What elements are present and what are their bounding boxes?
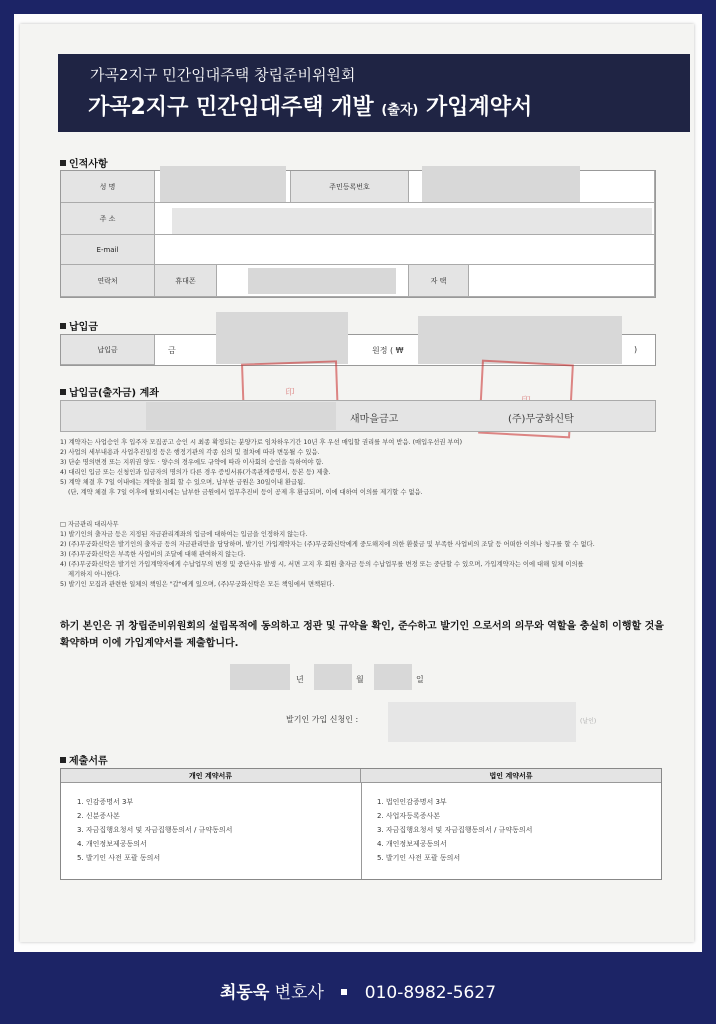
- list-item: 3. 자금집행요청서 및 자금집행동의서 / 규약동의서: [77, 826, 233, 834]
- bank-name: 새마을금고: [350, 414, 399, 425]
- section-account-title: 납입금(출자금) 계좌: [60, 384, 159, 399]
- lawyer-name: 최동욱: [219, 983, 270, 1003]
- note-item: 2) (주)무궁화신탁은 발기인의 출자금 등의 자금관리만을 담당하며, 발기인 가입계약자는 (주)무궁화신탁에게 중도해지에 의한 환불금 및 부족한 사업비의 조달 등 어떠한 이의나 청구를 할 수 없다.: [60, 541, 595, 548]
- list-item: 5. 발기인 사전 포괄 동의서: [77, 854, 161, 862]
- year-redaction: [230, 664, 290, 690]
- list-item: 4. 개인정보제공동의서: [77, 840, 147, 848]
- fund-notes-title: □ 자금관리 대리사무: [60, 521, 119, 528]
- account-holder: (주)무궁화신탁: [508, 414, 574, 425]
- individual-docs-header: 개인 계약서류: [61, 769, 361, 783]
- mobile-redaction: [248, 268, 396, 294]
- amount-won: 원정 ( ₩: [372, 346, 404, 355]
- terms-notes: [60, 438, 462, 498]
- amount-prefix: 금: [168, 346, 176, 355]
- list-item: 3. 자금집행요청서 및 자금집행동의서 / 규약동의서: [377, 826, 533, 834]
- contact-label: 연락처: [61, 265, 155, 297]
- date-year-label: 년: [296, 675, 304, 684]
- note-item: 제기하지 아니한다.: [68, 571, 121, 578]
- corporate-docs-header: 법인 계약서류: [361, 769, 661, 783]
- id-label: 주민등록번호: [291, 171, 409, 203]
- list-item: 2. 신분증사본: [77, 812, 120, 820]
- title-end: 가입계약서: [426, 95, 533, 120]
- signature-redaction: [388, 702, 576, 742]
- seal-marker: (날인): [580, 718, 597, 725]
- documents-table: [60, 768, 662, 880]
- name-redaction: [160, 166, 286, 202]
- signature-label: 발기인 가입 신청인 :: [286, 715, 359, 724]
- seal-stamp-left: 印: [241, 360, 339, 421]
- email-label: E-mail: [61, 235, 155, 265]
- date-month-label: 월: [356, 675, 364, 684]
- note-item: 4) 대리인 입금 또는 신청인과 입금자의 명의가 다른 경우 증빙서류(가족관계증명서, 등본 등) 제출.: [60, 469, 331, 476]
- note-item: 4) (주)무궁화신탁은 발기인 가입계약자에게 수납업무의 변경 및 중단사유 발생 시, 서면 고지 후 회원 출자금 등의 수납업무를 변경 또는 중단할 수 있으며, 가입계약자는 이에 대해 일체 이의를: [60, 561, 584, 568]
- note-item: 1) 발기인의 출자금 등은 지정된 자금관리계좌의 입금에 대하여는 입금을 인정하지 않는다.: [60, 531, 308, 538]
- list-item: 4. 개인정보제공동의서: [377, 840, 447, 848]
- lawyer-footer: [0, 978, 716, 1003]
- amount-redaction: [216, 312, 348, 364]
- fund-management-notes: [60, 520, 595, 590]
- day-redaction: [374, 664, 412, 690]
- separator-icon: [341, 989, 347, 995]
- home-label: 자 택: [409, 265, 469, 297]
- note-item: (단, 계약 체결 후 7일 이후에 탈퇴시에는 납부한 금원에서 업무추진비 등이 공제 후 환급되며, 이에 대하여 이의를 제기할 수 없음.: [68, 489, 423, 496]
- section-documents-title: 제출서류: [60, 752, 108, 767]
- month-redaction: [314, 664, 352, 690]
- note-item: 5) 발기인 모집과 관련한 일체의 책임은 "갑"에게 있으며, (주)무궁화신탁은 모든 책임에서 면책된다.: [60, 581, 335, 588]
- corporate-docs-list: [377, 795, 532, 865]
- note-item: 2) 사업의 세부내용과 사업추진일정 등은 행정기관의 각종 심의 및 절차에 따라 변동될 수 있음.: [60, 449, 320, 456]
- documents-divider: [361, 783, 362, 879]
- name-label: 성 명: [61, 171, 155, 203]
- account-number-redaction: [146, 402, 336, 430]
- list-item: 5. 발기인 사전 포괄 동의서: [377, 854, 461, 862]
- phone-number[interactable]: 010-8982-5627: [364, 983, 497, 1003]
- note-item: 3) (주)무궁화신탁은 부족한 사업비의 조달에 대해 관여하지 않는다.: [60, 551, 246, 558]
- section-payment-title: 납입금: [60, 318, 98, 333]
- title-main: 가곡2지구 민간임대주택 개발: [88, 95, 374, 120]
- lawyer-title: 변호사: [274, 983, 324, 1003]
- title-small: (출자): [381, 103, 419, 118]
- amount-number-redaction: [418, 316, 622, 364]
- declaration-text: 하기 본인은 귀 창립준비위원회의 설립목적에 동의하고 정관 및 규약을 확인, 준수하고 발기인 으로서의 의무와 역할을 충실히 이행할 것을 확약하며 이에 가입계약서를 제출합니다.: [60, 621, 664, 649]
- note-item: 5) 계약 체결 후 7일 이내에는 계약을 철회 할 수 있으며, 납부한 금원은 30일이내 환급됨.: [60, 479, 306, 486]
- section-personal-title: 인적사항: [60, 155, 108, 170]
- amount-label: 납입금: [61, 335, 155, 365]
- document-title: [88, 90, 532, 121]
- amount-close: ): [634, 345, 638, 354]
- note-item: 3) 단순 명의변경 또는 지위권 양도 · 양수의 경우에도 규약에 따라 이사회의 승인을 득하여야 함.: [60, 459, 324, 466]
- date-day-label: 일: [416, 675, 424, 684]
- list-item: 1. 인감증명서 3부: [77, 798, 134, 806]
- list-item: 2. 사업자등록증사본: [377, 812, 440, 820]
- address-redaction: [172, 208, 652, 234]
- list-item: 1. 법인인감증명서 3부: [377, 798, 447, 806]
- home-value: [469, 265, 655, 297]
- individual-docs-list: [77, 795, 232, 865]
- address-label: 주 소: [61, 203, 155, 235]
- mobile-label: 휴대폰: [155, 265, 217, 297]
- document-header: [58, 54, 690, 132]
- header-subtitle: 가곡2지구 민간임대주택 창립준비위원회: [90, 66, 356, 84]
- email-value: [155, 235, 655, 265]
- note-item: 1) 계약자는 사업승인 후 입주자 모집공고 승인 시 최종 확정되는 분양가로 임차하우기간 10년 후 우선 매입할 권리를 부여 받음. (매입우선권 부여): [60, 439, 463, 446]
- id-redaction: [422, 166, 580, 202]
